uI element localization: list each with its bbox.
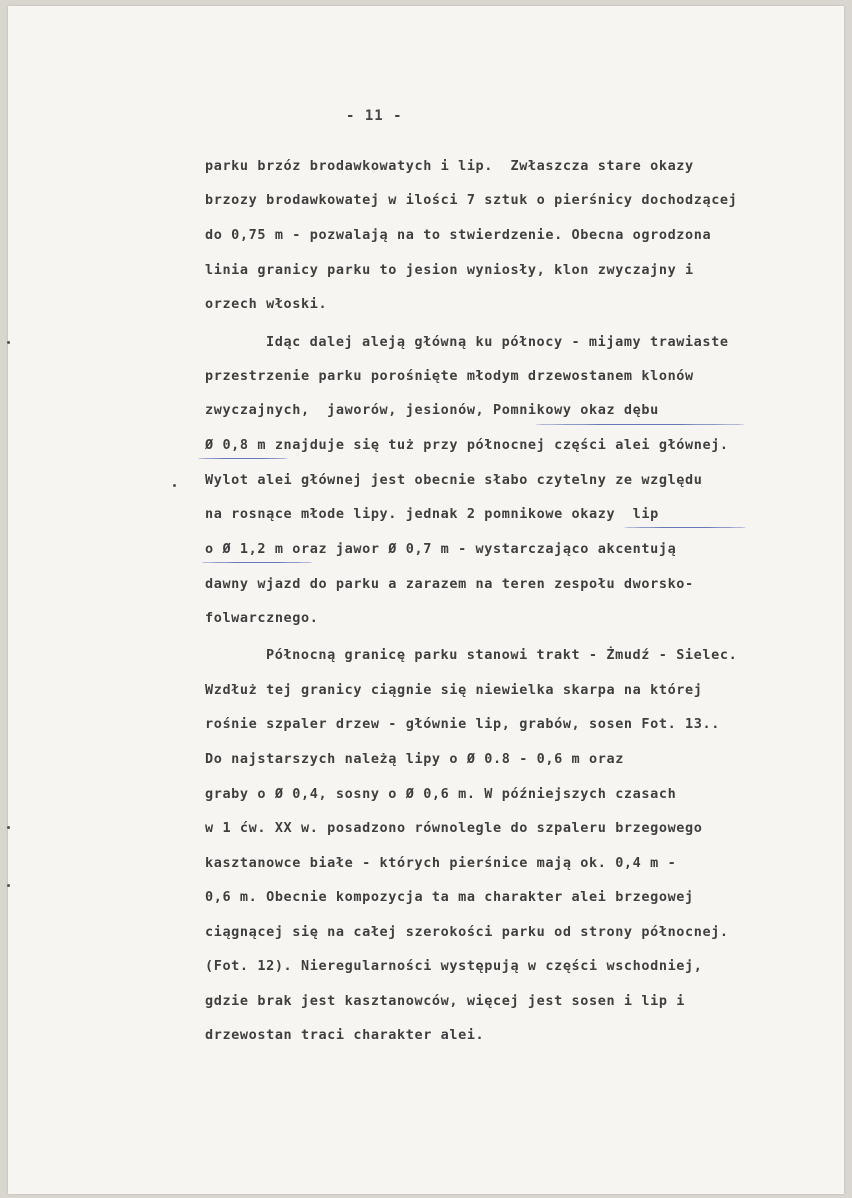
text-line: przestrzenie parku porośnięte młodym drzewostanem klonów (205, 368, 694, 384)
text-line: drzewostan traci charakter alei. (205, 1027, 485, 1043)
scan-speck (7, 341, 10, 344)
text-line: w 1 ćw. XX w. posadzono równolegle do szpaleru brzegowego (205, 820, 703, 836)
text-line: Wylot alei głównej jest obecnie słabo czytelny ze względu (205, 472, 703, 488)
handwritten-underline (535, 424, 745, 425)
scan-speck (7, 826, 10, 829)
text-line: Do najstarszych należą lipy o Ø 0.8 - 0,6 m oraz (205, 751, 624, 767)
document-page (8, 6, 844, 1194)
text-line: dawny wjazd do parku a zarazem na teren zespołu dworsko- (205, 576, 694, 592)
text-line: (Fot. 12). Nieregularności występują w części wschodniej, (205, 958, 703, 974)
text-line: do 0,75 m - pozwalają na to stwierdzenie. Obecna ogrodzona (205, 227, 712, 243)
page-number: - 11 - (346, 108, 403, 124)
text-line: linia granicy parku to jesion wyniosły, klon zwyczajny i (205, 262, 694, 278)
scan-speck (7, 884, 10, 887)
text-line: ciągnącej się na całej szerokości parku od strony północnej. (205, 924, 729, 940)
text-line: na rosnące młode lipy. jednak 2 pomnikowe okazy lip (205, 506, 659, 522)
text-line: brzozy brodawkowatej w ilości 7 sztuk o pierśnicy dochodzącej (205, 192, 738, 208)
handwritten-underline (201, 562, 313, 563)
text-line: o Ø 1,2 m oraz jawor Ø 0,7 m - wystarczająco akcentują (205, 541, 677, 557)
scan-speck (173, 484, 176, 487)
text-line: Północną granicę parku stanowi trakt - Żmudź - Sielec. (266, 647, 738, 663)
text-line: orzech włoski. (205, 296, 328, 312)
text-line: Wzdłuż tej granicy ciągnie się niewielka skarpa na której (205, 682, 703, 698)
text-line: Idąc dalej aleją główną ku północy - mijamy trawiaste (266, 334, 729, 350)
text-line: zwyczajnych, jaworów, jesionów, Pomnikowy okaz dębu (205, 402, 659, 418)
text-line: graby o Ø 0,4, sosny o Ø 0,6 m. W późniejszych czasach (205, 786, 677, 802)
text-line: parku brzóz brodawkowatych i lip. Zwłaszcza stare okazy (205, 158, 694, 174)
text-line: folwarcznego. (205, 610, 319, 626)
text-line: kasztanowce białe - których pierśnice mają ok. 0,4 m - (205, 855, 677, 871)
text-line: Ø 0,8 m znajduje się tuż przy północnej części alei głównej. (205, 437, 729, 453)
text-line: 0,6 m. Obecnie kompozycja ta ma charakter alei brzegowej (205, 889, 694, 905)
handwritten-underline (624, 527, 746, 528)
text-line: rośnie szpaler drzew - głównie lip, grabów, sosen Fot. 13.. (205, 716, 720, 732)
text-line: gdzie brak jest kasztanowców, więcej jest sosen i lip i (205, 993, 686, 1009)
handwritten-underline (198, 458, 288, 459)
